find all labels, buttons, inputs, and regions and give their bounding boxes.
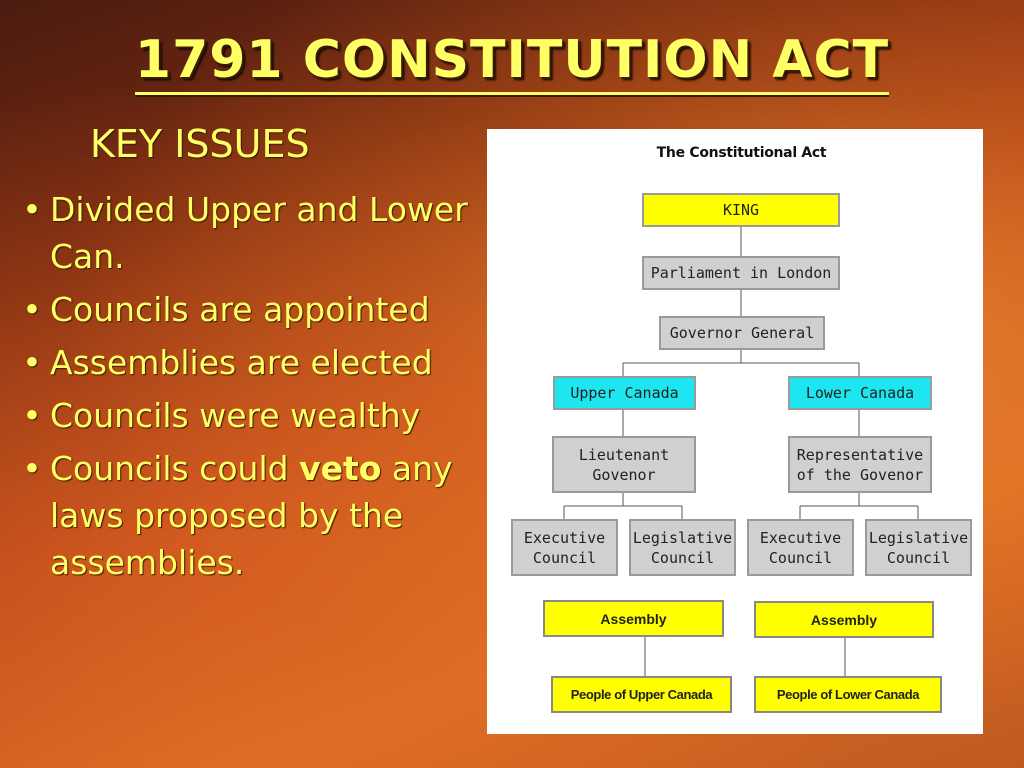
upper-executive-council-box: Executive Council bbox=[511, 519, 618, 576]
bullet-marker: • bbox=[22, 396, 42, 435]
bullet-text-after: any laws proposed by the assemblies. bbox=[50, 449, 453, 582]
bullet-marker: • bbox=[22, 449, 42, 488]
slide-title bbox=[0, 30, 1024, 90]
lower-assembly-box: Assembly bbox=[754, 601, 934, 638]
people-lower-canada-box: People of Lower Canada bbox=[754, 676, 942, 713]
constitutional-act-diagram bbox=[487, 129, 983, 734]
slide-title-text: 1791 CONSTITUTION ACT bbox=[135, 30, 889, 95]
key-issues-list bbox=[16, 186, 486, 592]
list-item bbox=[16, 445, 486, 586]
upper-canada-box: Upper Canada bbox=[553, 376, 696, 410]
representative-box: Representative of the Govenor bbox=[788, 436, 932, 493]
bullet-text-before: Councils could bbox=[50, 449, 300, 488]
lower-canada-box: Lower Canada bbox=[788, 376, 932, 410]
list-item bbox=[16, 186, 486, 280]
list-item bbox=[16, 286, 486, 333]
king-box: KING bbox=[642, 193, 840, 227]
lower-legislative-council-box: Legislative Council bbox=[865, 519, 972, 576]
bullet-text: Assemblies are elected bbox=[50, 343, 433, 382]
parliament-box: Parliament in London bbox=[642, 256, 840, 290]
lower-executive-council-box: Executive Council bbox=[747, 519, 854, 576]
bullet-marker: • bbox=[22, 343, 42, 382]
key-issues-heading: KEY ISSUES bbox=[90, 122, 310, 166]
veto-emphasis: veto bbox=[299, 449, 382, 488]
bullet-text: Divided Upper and Lower Can. bbox=[50, 190, 468, 276]
diagram-title: The Constitutional Act bbox=[656, 145, 827, 161]
bullet-marker: • bbox=[22, 190, 42, 229]
bullet-text: Councils were wealthy bbox=[50, 396, 421, 435]
upper-legislative-council-box: Legislative Council bbox=[629, 519, 736, 576]
bullet-text: Councils are appointed bbox=[50, 290, 430, 329]
list-item bbox=[16, 392, 486, 439]
governor-general-box: Governor General bbox=[659, 316, 825, 350]
people-upper-canada-box: People of Upper Canada bbox=[551, 676, 732, 713]
list-item bbox=[16, 339, 486, 386]
bullet-marker: • bbox=[22, 290, 42, 329]
upper-assembly-box: Assembly bbox=[543, 600, 724, 637]
lieutenant-governor-box: Lieutenant Govenor bbox=[552, 436, 696, 493]
